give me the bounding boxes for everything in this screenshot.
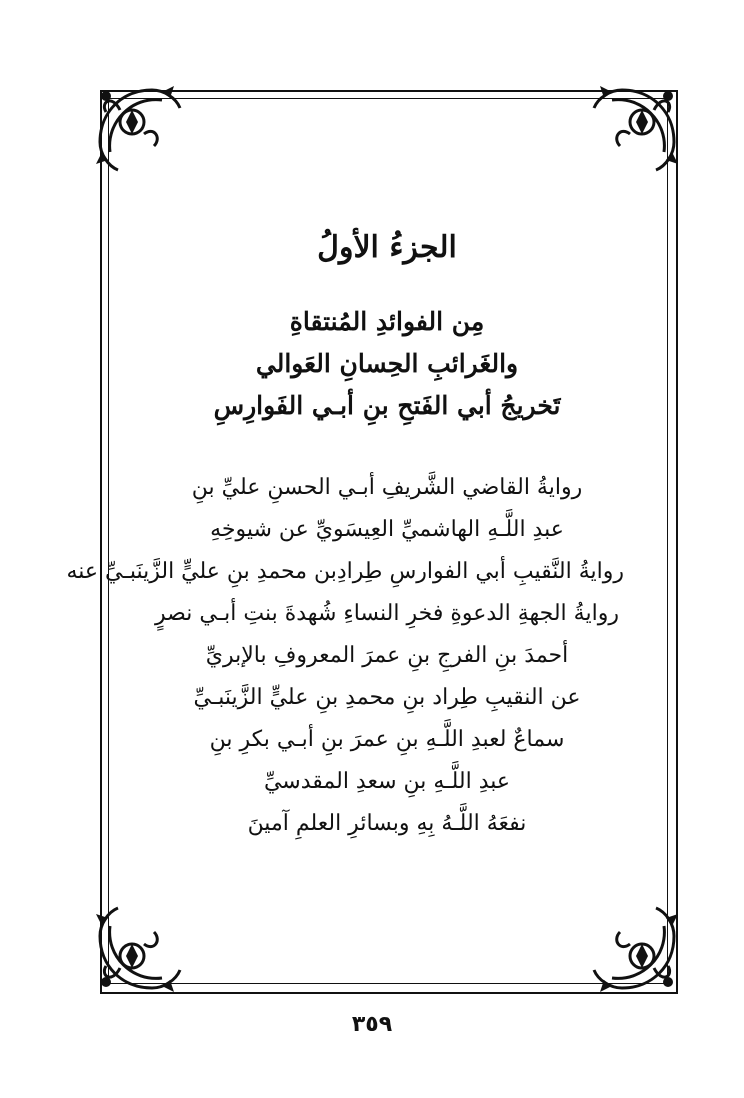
narration-line: روايةُ الجهةِ الدعوةِ فخرِ النساءِ شُهدةَ بنتِ أبـي نصرٍ [155,601,619,626]
narration-line: أحمدَ بنِ الفرجِ بنِ عمرَ المعروفِ بالإبريِّ [205,643,569,668]
narration-line: عبدِ اللَّـهِ بنِ سعدِ المقدسيِّ [263,769,511,794]
corner-ornament-top-right [586,82,682,178]
narration-block [66,467,624,845]
subtitle-line: تَخريجُ أبي الفَتحِ بنِ أبـي الفَوارِسِ [213,391,561,420]
part-title: الجزءُ الأولُ [317,230,457,265]
page-content [66,230,624,845]
corner-ornament-top-left [92,82,188,178]
subtitle-line: والغَرائبِ الحِسانِ العَوالي [255,349,519,378]
subtitle-block [150,301,624,427]
narration-line: روايةُ النَّقيبِ أبي الفوارسِ طِرادِبن محمدِ بنِ عليٍّ الزَّينَبـيِّ عنه [66,559,624,584]
narration-line: روايةُ القاضي الشَّريفِ أبـي الحسنِ عليِّ بنِ [191,475,583,500]
subtitle-line: مِن الفوائدِ المُنتقاةِ [289,307,485,336]
page-number: ٣٥٩ [351,1012,393,1037]
corner-ornament-bottom-left [92,900,188,996]
corner-ornament-bottom-right [586,900,682,996]
narration-line: نفعَهُ اللَّـهُ بِهِ وبسائرِ العلمِ آمينَ [247,811,527,836]
narration-line: عن النقيبِ طِراد بنِ محمدِ بنِ عليٍّ الزَّينَبـيِّ [193,685,581,710]
narration-line: سماعٌ لعبدِ اللَّـهِ بنِ عمرَ بنِ أبـي بكرِ بنِ [209,727,565,752]
narration-line: عبدِ اللَّـهِ الهاشميِّ العِيسَويِّ عن شيوخِهِ [210,517,564,542]
